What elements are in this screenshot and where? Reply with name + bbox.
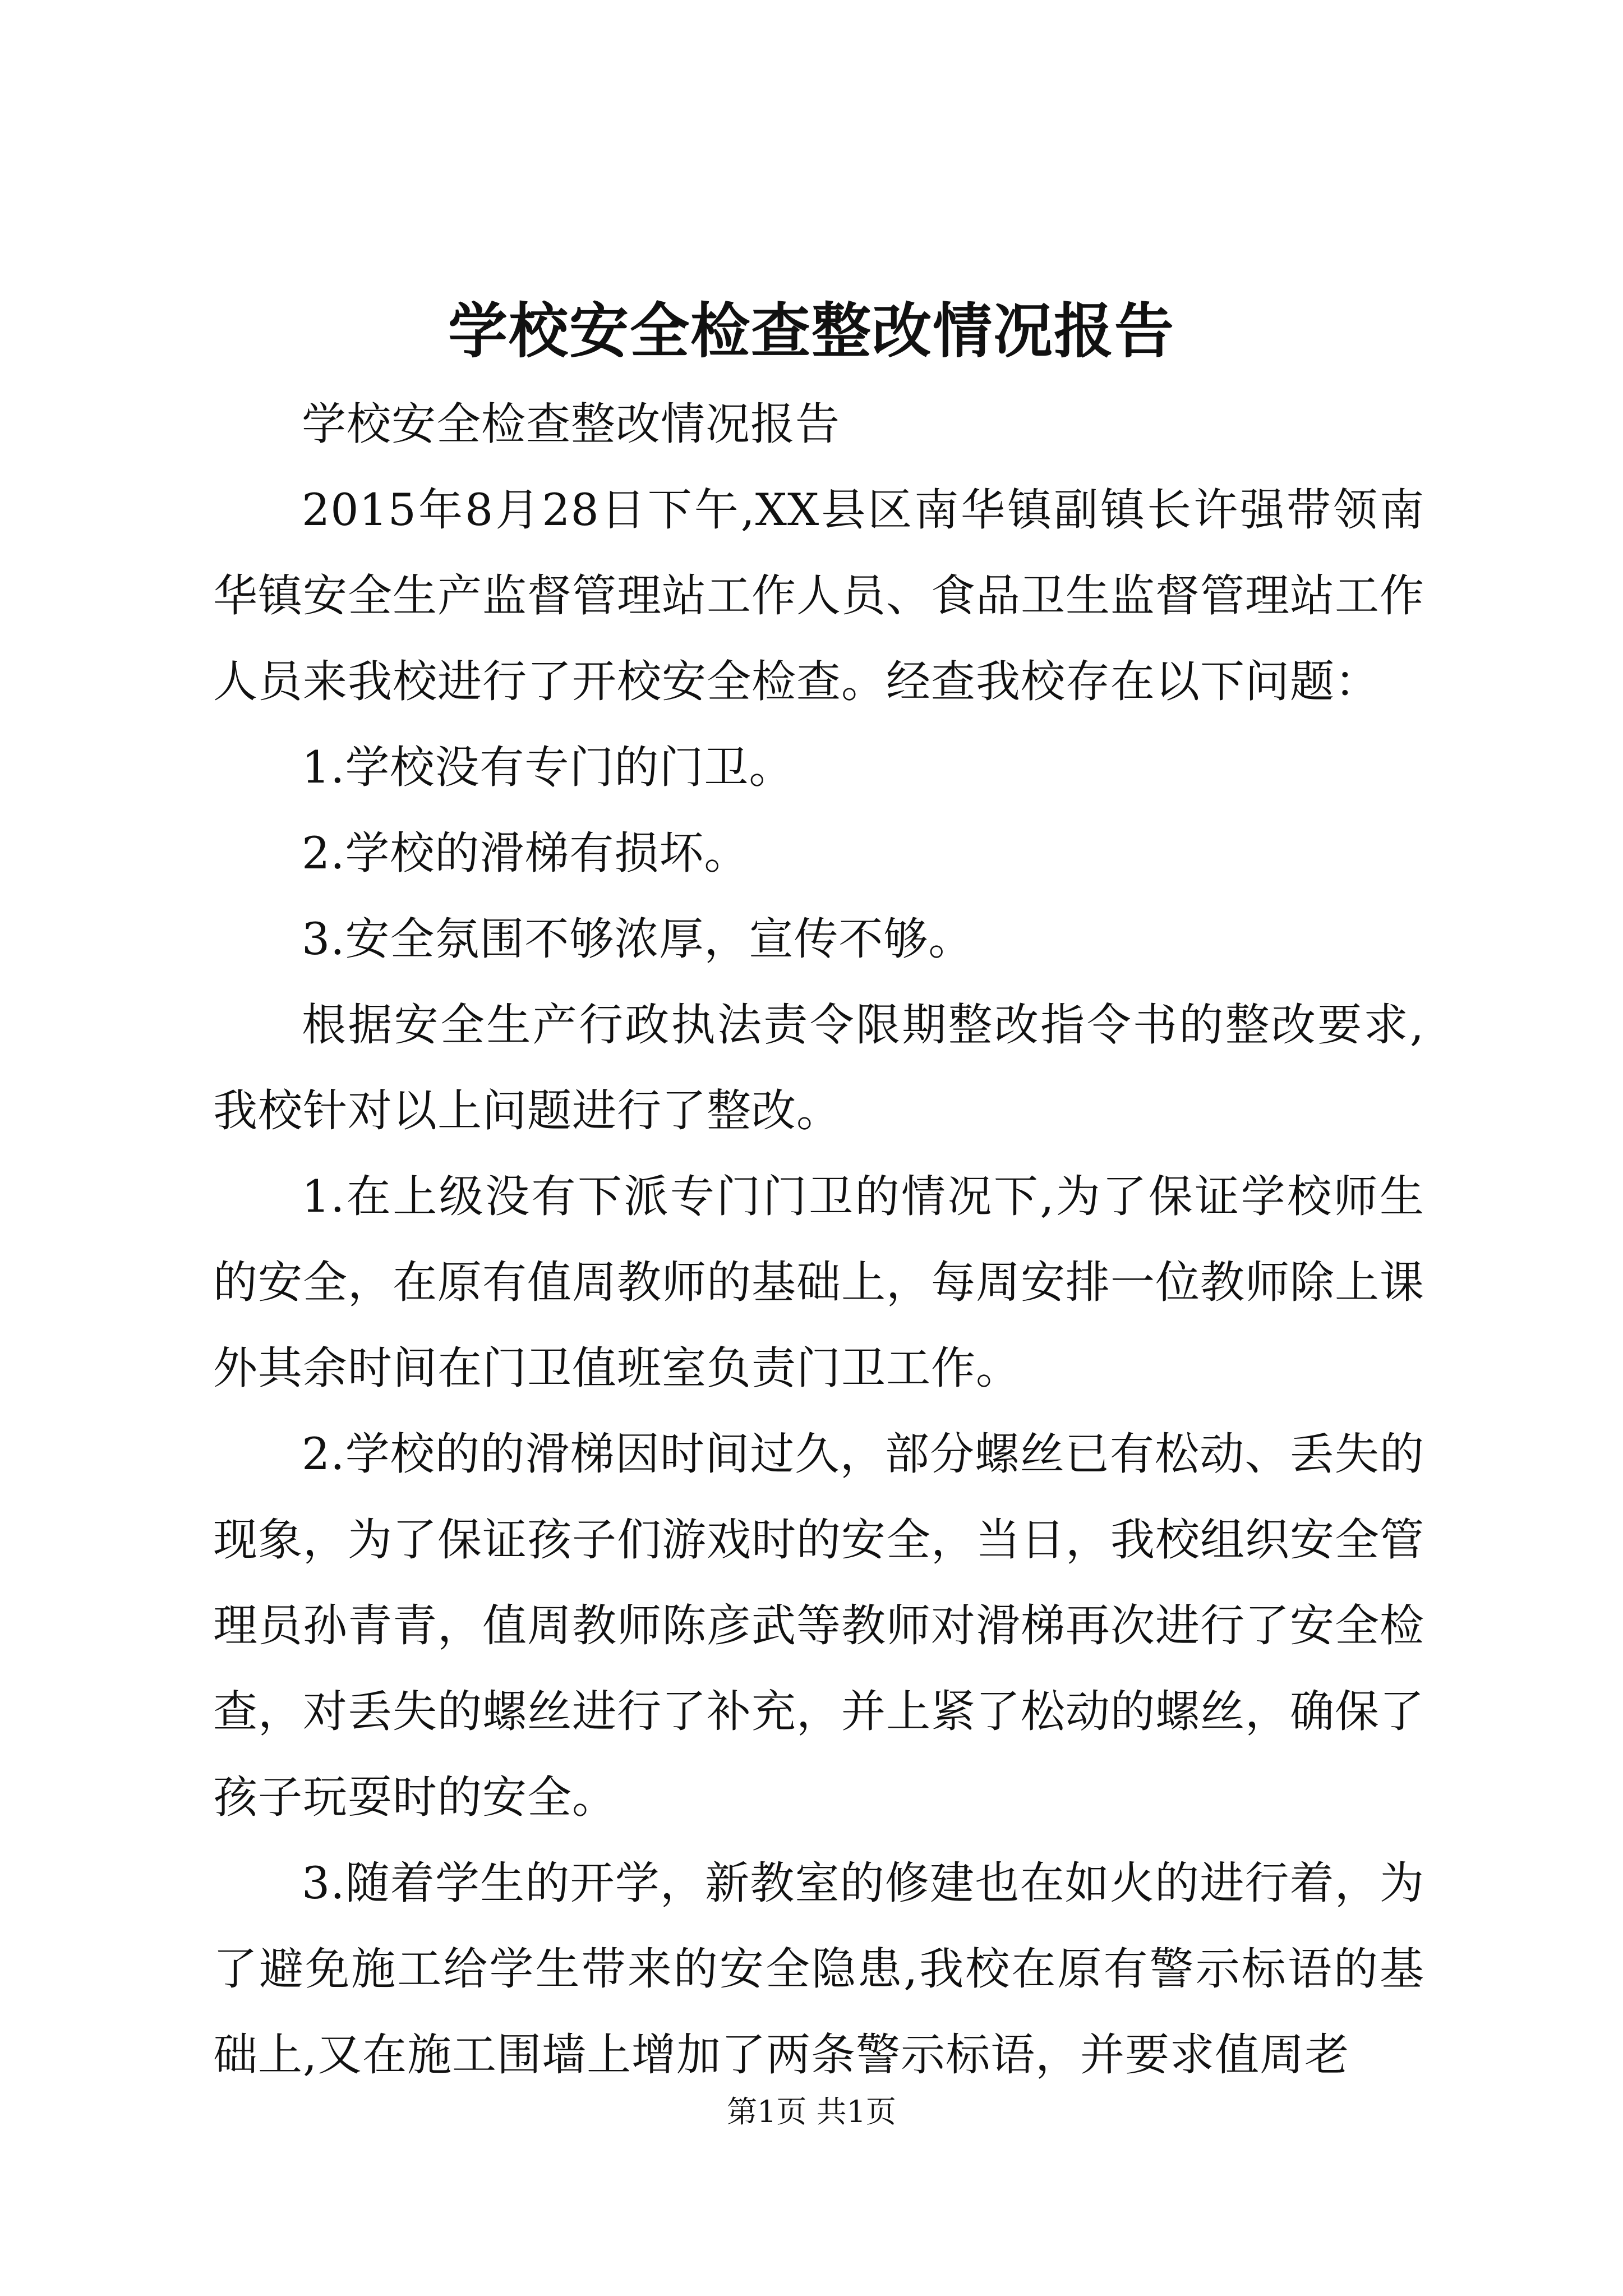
paragraph-rectification-3: 3.随着学生的开学，新教室的修建也在如火的进行着，为了避免施工给学生带来的安全隐患,我校在原有警示标语的基础上,又在施工围墙上增加了两条警示标语，并要求值周老 [213,1857,1424,2081]
document-body [213,381,1424,2098]
paragraph-rectification-2: 2.学校的的滑梯因时间过久，部分螺丝已有松动、丢失的现象，为了保证孩子们游戏时的安全，当日，我校组织安全管理员孙青青，值周教师陈彦武等教师对滑梯再次进行了安全检查，对丢失的螺丝进行了补充，并上紧了松动的螺丝，确保了孩子玩耍时的安全。 [213,1428,1424,1823]
paragraph-issue-1: 1.学校没有专门的门卫。 [302,742,794,793]
paragraph-subtitle: 学校安全检查整改情况报告 [302,398,840,450]
document-title: 学校安全检查整改情况报告 [448,296,1175,366]
paragraph-issue-3: 3.安全氛围不够浓厚，宣传不够。 [302,913,974,965]
paragraph-rectification-1: 1.在上级没有下派专门门卫的情况下,为了保证学校师生的安全，在原有值周教师的基础上，每周安排一位教师除上课外其余时间在门卫值班室负责门卫工作。 [213,1171,1424,1394]
paragraph-rectification-intro: 根据安全生产行政执法责令限期整改指令书的整改要求,我校针对以上问题进行了整改。 [213,999,1424,1137]
paragraph-intro: 2015年8月28日下午,XX县区南华镇副镇长许强带领南华镇安全生产监督管理站工作人员、食品卫生监督管理站工作人员来我校进行了开校安全检查。经查我校存在以下问题： [213,484,1424,707]
page-footer: 第1页 共1页 [727,2094,896,2129]
paragraph-issue-2: 2.学校的滑梯有损坏。 [302,827,749,879]
